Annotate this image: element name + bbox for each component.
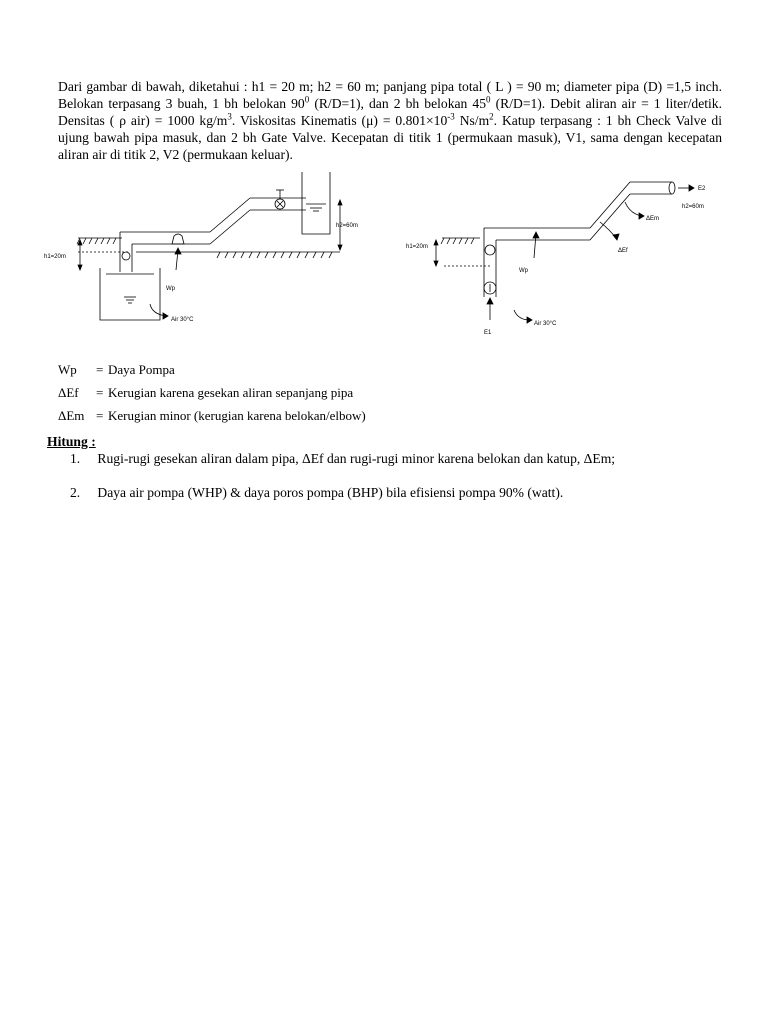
right-e1-label: E1 xyxy=(484,330,492,336)
right-em-label: ΔEm xyxy=(646,216,660,222)
question-text: Rugi-rugi gesekan aliran dalam pipa, ΔEf dan rugi-rugi minor karena belokan dan katup, ΔEm; xyxy=(97,451,616,466)
symbol-legend xyxy=(58,362,366,431)
legend-equals: = xyxy=(96,385,104,400)
figures-svg xyxy=(40,172,740,352)
right-h2-label: h2=60m xyxy=(682,204,704,210)
question-text: Daya air pompa (WHP) & daya poros pompa (BHP) bila efisiensi pompa 90% (watt). xyxy=(97,485,564,500)
left-ground-hatch xyxy=(77,238,116,244)
left-h1-label: h1=20m xyxy=(44,254,66,260)
pipe-system-figures xyxy=(40,172,740,352)
right-water-label: Air 30°C xyxy=(534,321,557,327)
problem-text-1: Dari gambar di bawah, diketahui : h1 = 20 m; h2 = 60 m; panjang pipa total ( L ) = 90 m; diameter pipa (D) =1,5 inch. Belokan terpasang 3 buah, 1 bh belokan 90 xyxy=(58,79,722,111)
problem-text-2: (R/D=1), dan 2 bh belokan 45 xyxy=(309,96,487,111)
left-wp-label: Wp xyxy=(166,286,175,292)
question-number: 1. xyxy=(70,451,81,466)
problem-statement xyxy=(58,78,722,163)
superscript-degree-2: 0 xyxy=(486,94,491,105)
legend-row-ef xyxy=(58,385,366,408)
superscript-exponent: -3 xyxy=(447,111,455,122)
question-item xyxy=(70,485,563,501)
legend-description: Daya Pompa xyxy=(108,362,175,377)
problem-text-6: . Katup terpasang : 1 bh Check Valve di ujung bawah pipa masuk, dan 2 bh Gate Valve. Kecepatan di titik 1 (permukaan masuk), V1, sama dengan kecepatan aliran air di titik 2, V2 (permukaan keluar). xyxy=(58,113,722,162)
right-ground-hatch xyxy=(441,238,474,244)
legend-row-em xyxy=(58,408,366,431)
left-h2-label: h2=60m xyxy=(336,223,358,229)
superscript-degree-1: 0 xyxy=(304,94,310,105)
legend-description: Kerugian karena gesekan aliran sepanjang pipa xyxy=(108,385,354,400)
problem-text-5: Ns/m xyxy=(454,113,490,128)
legend-symbol: ΔEm xyxy=(58,408,85,423)
legend-description: Kerugian minor (kerugian karena belokan/elbow) xyxy=(108,408,366,423)
problem-text-4: . Viskositas Kinematis (μ) = 0.801×10 xyxy=(231,113,448,128)
left-ground-hatch-2 xyxy=(217,252,332,258)
right-figure xyxy=(434,182,694,323)
superscript-cubic: 3 xyxy=(227,111,232,122)
legend-equals: = xyxy=(96,362,104,377)
right-h1-label: h1=20m xyxy=(406,244,428,250)
legend-symbol: Wp xyxy=(58,362,77,377)
left-figure xyxy=(77,172,342,320)
hitung-heading: Hitung : xyxy=(47,434,96,449)
right-ef-label: ΔEf xyxy=(618,248,628,254)
question-number: 2. xyxy=(70,485,81,500)
question-item xyxy=(70,451,615,467)
legend-symbol: ΔEf xyxy=(58,385,79,400)
right-wp-label: Wp xyxy=(519,268,528,274)
legend-row-wp xyxy=(58,362,366,385)
left-water-label: Air 30°C xyxy=(171,317,194,323)
problem-text-3: (R/D=1). Debit aliran air = 1 liter/detik. Densitas ( ρ air) = 1000 kg/m xyxy=(58,96,722,128)
superscript-square: 2 xyxy=(489,111,494,122)
legend-equals: = xyxy=(96,408,104,423)
right-e2-label: E2 xyxy=(698,186,706,192)
